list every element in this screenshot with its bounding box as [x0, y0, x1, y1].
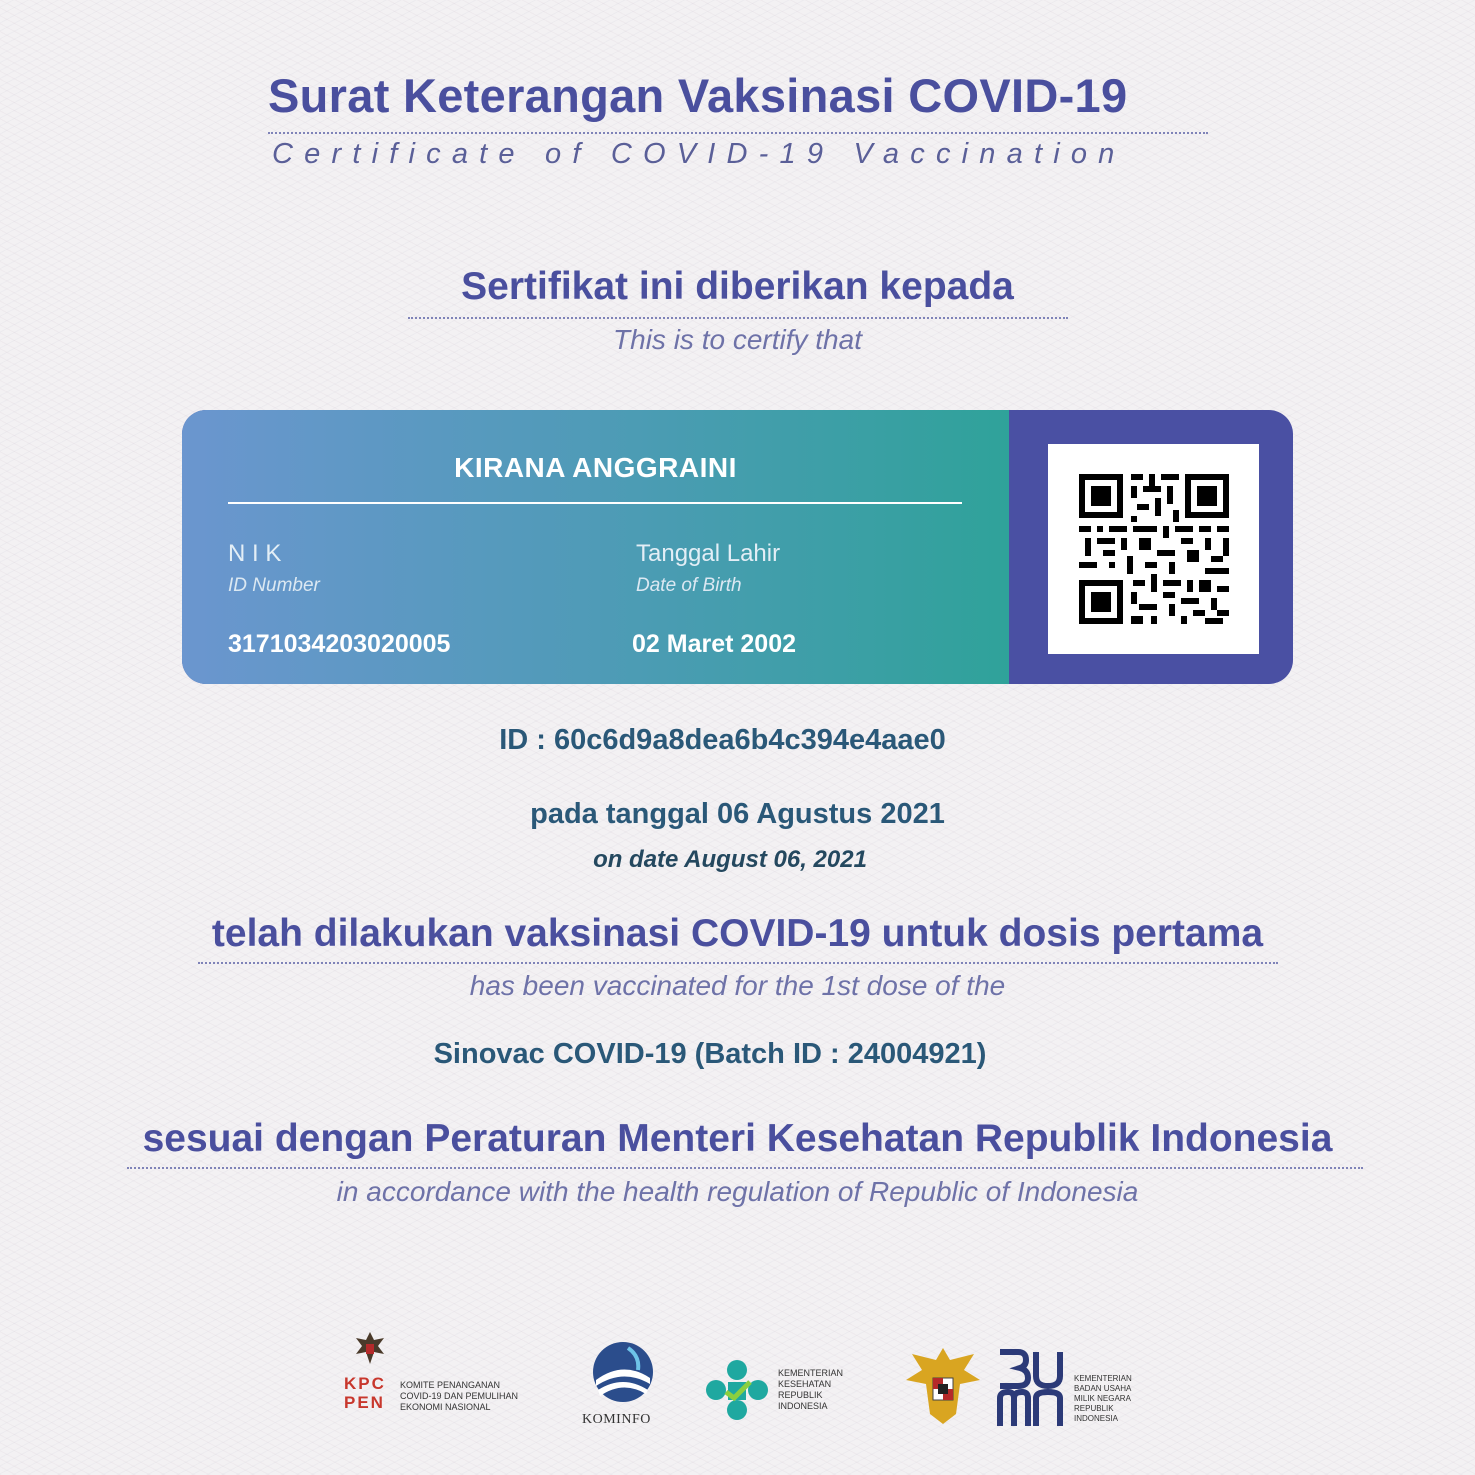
- page-title: Surat Keterangan Vaksinasi COVID-19: [268, 69, 1128, 122]
- garuda-logo: [900, 1344, 990, 1430]
- vaccination-date: pada tanggal 06 Agustus 2021: [530, 798, 945, 830]
- qr-code-icon: [1048, 444, 1259, 654]
- vaccination-divider: [198, 962, 1278, 964]
- qr-code-graphic: [1048, 444, 1259, 654]
- dob-value: 02 Maret 2002: [632, 630, 797, 658]
- regulation-heading-en: in accordance with the health regulation of Republic of Indonesia: [336, 1176, 1139, 1207]
- certify-heading: Sertifikat ini diberikan kepada: [461, 265, 1014, 308]
- kpcpen-text: KOMITE PENANGANAN COVID-19 DAN PEMULIHAN EKONOMI NASIONAL: [400, 1380, 519, 1412]
- card-info-panel: [182, 410, 1009, 684]
- certificate-id: ID : 60c6d9a8dea6b4c394e4aae0: [499, 724, 946, 756]
- certify-heading-en: This is to certify that: [613, 324, 862, 355]
- page-subtitle: Certificate of COVID-19 Vaccination: [272, 138, 1126, 170]
- bumn-emblem-icon: [996, 1348, 1066, 1428]
- nik-label: N I K: [228, 540, 282, 567]
- kemenkes-logo: [702, 1356, 872, 1426]
- vaccination-heading: telah dilakukan vaksinasi COVID-19 untuk dosis pertama: [211, 912, 1264, 955]
- nik-label-en: ID Number: [228, 575, 320, 596]
- vaccine-batch: Sinovac COVID-19 (Batch ID : 24004921): [433, 1038, 987, 1070]
- garuda-pancasila-icon: [900, 1344, 986, 1428]
- regulation-heading: sesuai dengan Peraturan Menteri Kesehatan Republik Indonesia: [142, 1117, 1333, 1160]
- bumn-text: KEMENTERIAN BADAN USAHA MILIK NEGARA REPUBLIK INDONESIA: [1074, 1374, 1132, 1423]
- kpcpen-mark-top: KPC: [344, 1374, 386, 1393]
- kominfo-logo: [578, 1340, 668, 1430]
- kpcpen-mark-bottom: PEN: [344, 1393, 385, 1412]
- vaccination-heading-en: has been vaccinated for the 1st dose of the: [469, 970, 1006, 1001]
- kemenkes-emblem-icon: [702, 1356, 772, 1422]
- kpcpen-logo: [344, 1330, 544, 1430]
- kominfo-emblem-icon: [588, 1340, 658, 1410]
- name-divider: [228, 502, 962, 504]
- kemenkes-text: KEMENTERIAN KESEHATAN REPUBLIK INDONESIA: [778, 1368, 844, 1411]
- title-divider: [268, 132, 1208, 134]
- certify-divider: [408, 317, 1068, 319]
- certificate-card: [182, 410, 1293, 684]
- nik-value: 3171034203020005: [228, 630, 451, 658]
- bumn-logo: [996, 1348, 1146, 1428]
- dob-label: Tanggal Lahir: [636, 540, 781, 567]
- holder-name: KIRANA ANGGRAINI: [454, 452, 737, 483]
- dob-label-en: Date of Birth: [636, 575, 742, 596]
- regulation-divider: [127, 1167, 1363, 1169]
- kominfo-text: KOMINFO: [582, 1412, 651, 1427]
- kpcpen-mark: [344, 1374, 396, 1412]
- garuda-emblem-icon: [350, 1330, 390, 1368]
- vaccination-date-en: on date August 06, 2021: [593, 846, 867, 873]
